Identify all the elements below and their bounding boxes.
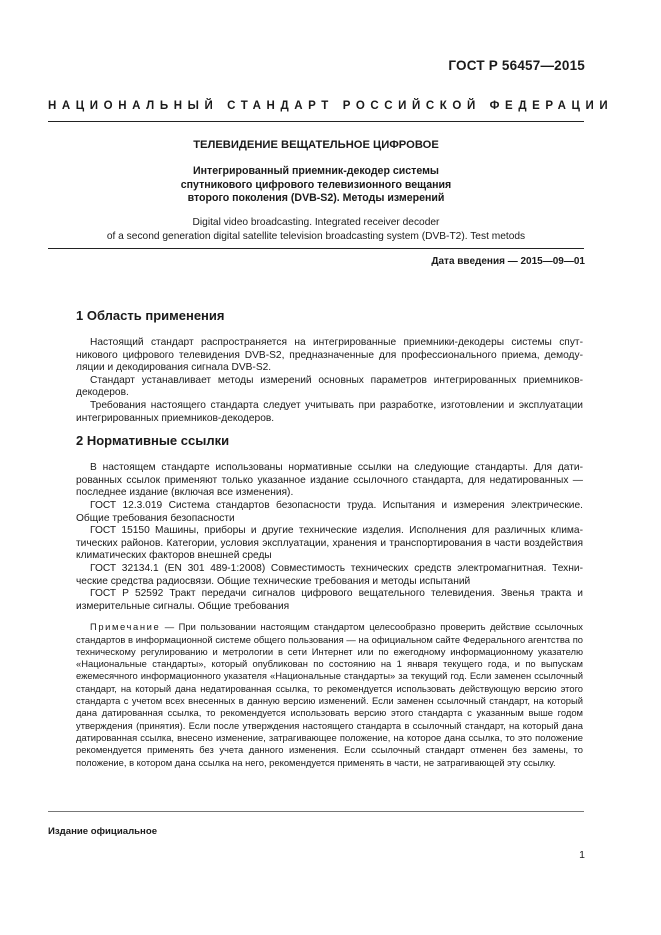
document-subtitle	[48, 165, 584, 206]
paragraph: Стандарт устанавливает методы измерений основных параметров интегрированных приемников-декодеров.	[76, 374, 583, 399]
subtitle-line: второго поколения (DVB-S2). Методы измерений	[187, 192, 445, 204]
section-heading: 1 Область применения	[76, 308, 225, 323]
note-text: — При пользовании настоящим стандартом целесообразно проверить действие ссылочных стандартов в информационной системе общего пользования — на официальном сайте Федерального агентства по техническому регулированию и метрологии в сети Интернет или по ежегодному информационному указателю «Национальные стандарты», который опубликован по состоянию на 1 января текущего года, и по выпускам ежемесячного информационного указателя «Национальные стандарты» за текущий год. Если заменен ссылочный стандарт, на который дана недатированная ссылка, то рекомендуется использовать действующую версию этого стандарта с учетом всех внесенных в данную версию изменений. Если заменен ссылочный стандарт, на который дана датированная ссылка, то рекомендуется использовать версию этого стандарта с указанным выше годом утверждения (принятия). Если после утверждения настоящего стандарта в ссылочный стандарт, на который дана датированная ссылка, внесено изменение, затрагивающее положение, на которое дана ссылка, то это положение рекомендуется применять без учета данного изменения. Если ссылочный стандарт отменен без замены, то положение, в котором дана ссылка на него, рекомендуется применять в части, не затрагивающей эту ссылку.	[76, 621, 583, 768]
reference-item: ГОСТ 32134.1 (EN 301 489-1:2008) Совместимость технических средств электромагнитная. Технические средства радиосвязи. Общие технические требования и методы испытаний	[76, 562, 583, 587]
official-edition-label: Издание официальное	[48, 826, 158, 837]
english-title-line: of a second generation digital satellite television broadcasting system (DVB-T2). Test metods	[106, 230, 526, 242]
section-scope	[76, 308, 583, 425]
introduction-date: Дата введения — 2015—09—01	[431, 256, 585, 267]
english-title-line: Digital video broadcasting. Integrated receiver decoder	[192, 217, 440, 228]
document-body	[76, 308, 583, 778]
paragraph: В настоящем стандарте использованы нормативные ссылки на следующие стандарты. Для датированных ссылок применяют только указанное издание ссылочного стандарта, для недатированных — последнее издание (включая все изменения).	[76, 462, 583, 499]
national-standard-title: НАЦИОНАЛЬНЫЙ СТАНДАРТ РОССИЙСКОЙ ФЕДЕРАЦИИ	[48, 100, 614, 112]
document-title: ТЕЛЕВИДЕНИЕ ВЕЩАТЕЛЬНОЕ ЦИФРОВОЕ	[193, 139, 439, 151]
paragraph: Настоящий стандарт распространяется на интегрированные приемники-декодеры системы спутникового цифрового телевидения DVB-S2, предназначенные для профессионального приема, демодуляции и декодирования сигнала DVB-S2.	[76, 337, 583, 374]
footer-rule	[48, 811, 584, 812]
header-rule	[48, 121, 584, 122]
note	[76, 621, 583, 769]
standard-code: ГОСТ Р 56457—2015	[448, 58, 585, 73]
reference-item: ГОСТ Р 52592 Тракт передачи сигналов цифрового вещательного телевидения. Звенья тракта и измерительные сигналы. Общие требования	[76, 588, 583, 612]
title-rule	[48, 248, 584, 249]
section-normative-references	[76, 433, 583, 769]
reference-item: ГОСТ 12.3.019 Система стандартов безопасности труда. Испытания и измерения электрические. Общие требования безопасности	[76, 499, 583, 524]
note-label: Примечание	[90, 621, 161, 633]
reference-item: ГОСТ 15150 Машины, приборы и другие технические изделия. Исполнения для различных климатических районов. Категории, условия эксплуатации, хранения и транспортирования в части воздействия климатических факторов внешней среды	[76, 525, 583, 562]
subtitle-line: Интегрированный приемник-декодер системы	[193, 165, 439, 177]
paragraph: Требования настоящего стандарта следует учитывать при разработке, изготовлении и эксплуатации интегрированных приемников-декодеров.	[76, 399, 583, 424]
section-heading: 2 Нормативные ссылки	[76, 433, 230, 449]
page-number: 1	[579, 849, 585, 861]
english-title	[48, 216, 584, 243]
subtitle-line: спутникового цифрового телевизионного вещания	[180, 178, 452, 191]
